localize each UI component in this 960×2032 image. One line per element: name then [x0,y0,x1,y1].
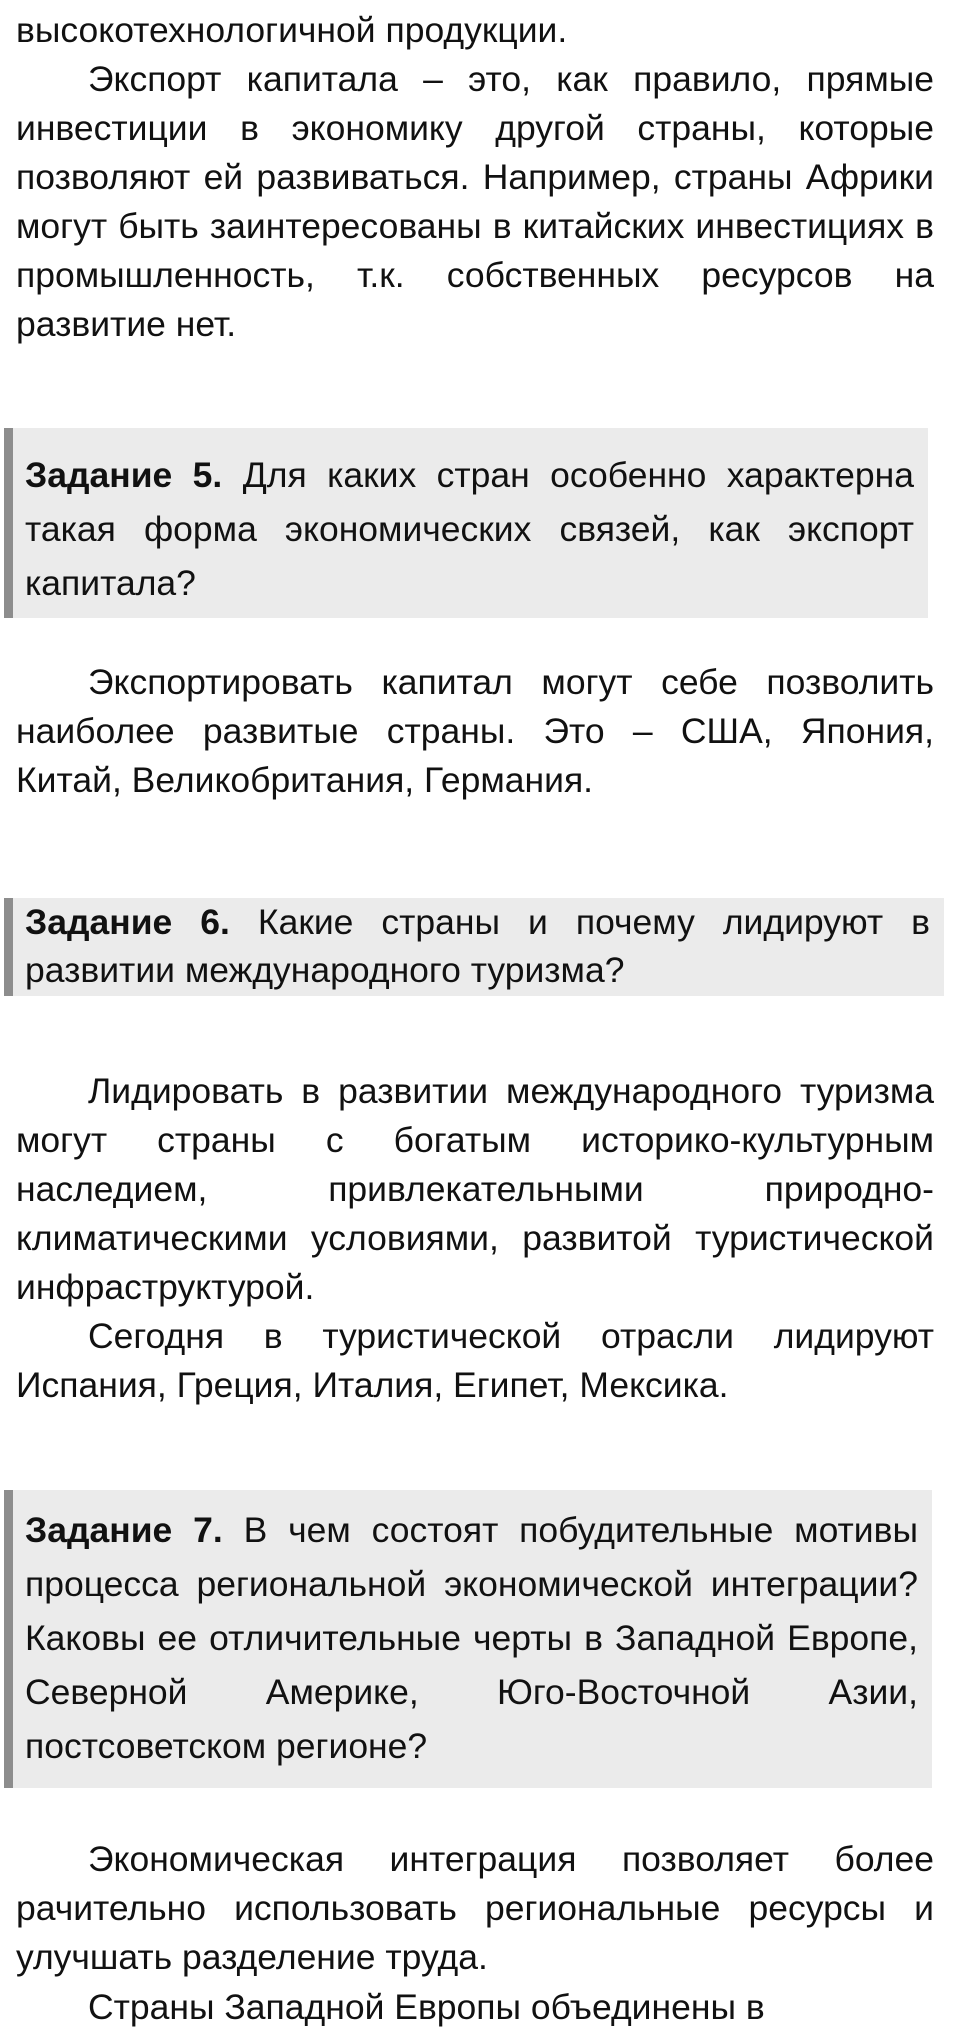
paragraph-answer-7-1: Экономическая интеграция позволяет более рачительно использовать региональные ресурсы и улучшать разделение труда. [16,1839,934,1977]
paragraph-answer-6-2: Сегодня в туристической отрасли лидируют Испания, Греция, Италия, Египет, Мексика. [16,1316,934,1405]
task-5-question: Для каких стран особенно характерна такая форма экономических связей, как экспорт капитала? [25,455,914,603]
task-7-question: В чем состоят побудительные мотивы процесса региональной экономической интеграции? Каковы ее отличительные черты в Западной Европе, Северной Америке, Юго-Восточной Азии, постсоветском регионе? [25,1510,918,1766]
task-5-label: Задание 5. [25,455,223,495]
paragraph-answer-6-1: Лидировать в развитии международного туризма могут страны с богатым историко-культурным наследием, привлекательными природно-климатическими условиями, развитой туристической инфраструктурой. [16,1071,934,1307]
task-6-question: Какие страны и почему лидируют в развитии международного туризма? [25,902,930,990]
task-5-box [4,428,928,618]
paragraph-answer-5: Экспортировать капитал могут себе позволить наиболее развитые страны. Это – США, Япония, Китай, Великобритания, Германия. [16,662,934,800]
paragraph-answer-7-2: Страны Западной Европы объединены в [88,1987,765,2027]
paragraph-export-capital: Экспорт капитала – это, как правило, прямые инвестиции в экономику другой страны, которые позволяют ей развиваться. Например, страны Африки могут быть заинтересованы в китайских инвестициях в промышленность, т.к. собственных ресурсов на развитие нет. [16,59,934,344]
task-6-text [25,898,930,994]
task-5-text [25,448,914,610]
task-7-label: Задание 7. [25,1510,223,1550]
paragraph-intro-tail: высокотехнологичной продукции. [16,10,568,50]
task-6-label: Задание 6. [25,902,230,942]
task-6-box [4,898,944,996]
task-7-text [25,1503,918,1773]
task-7-box [4,1490,932,1788]
